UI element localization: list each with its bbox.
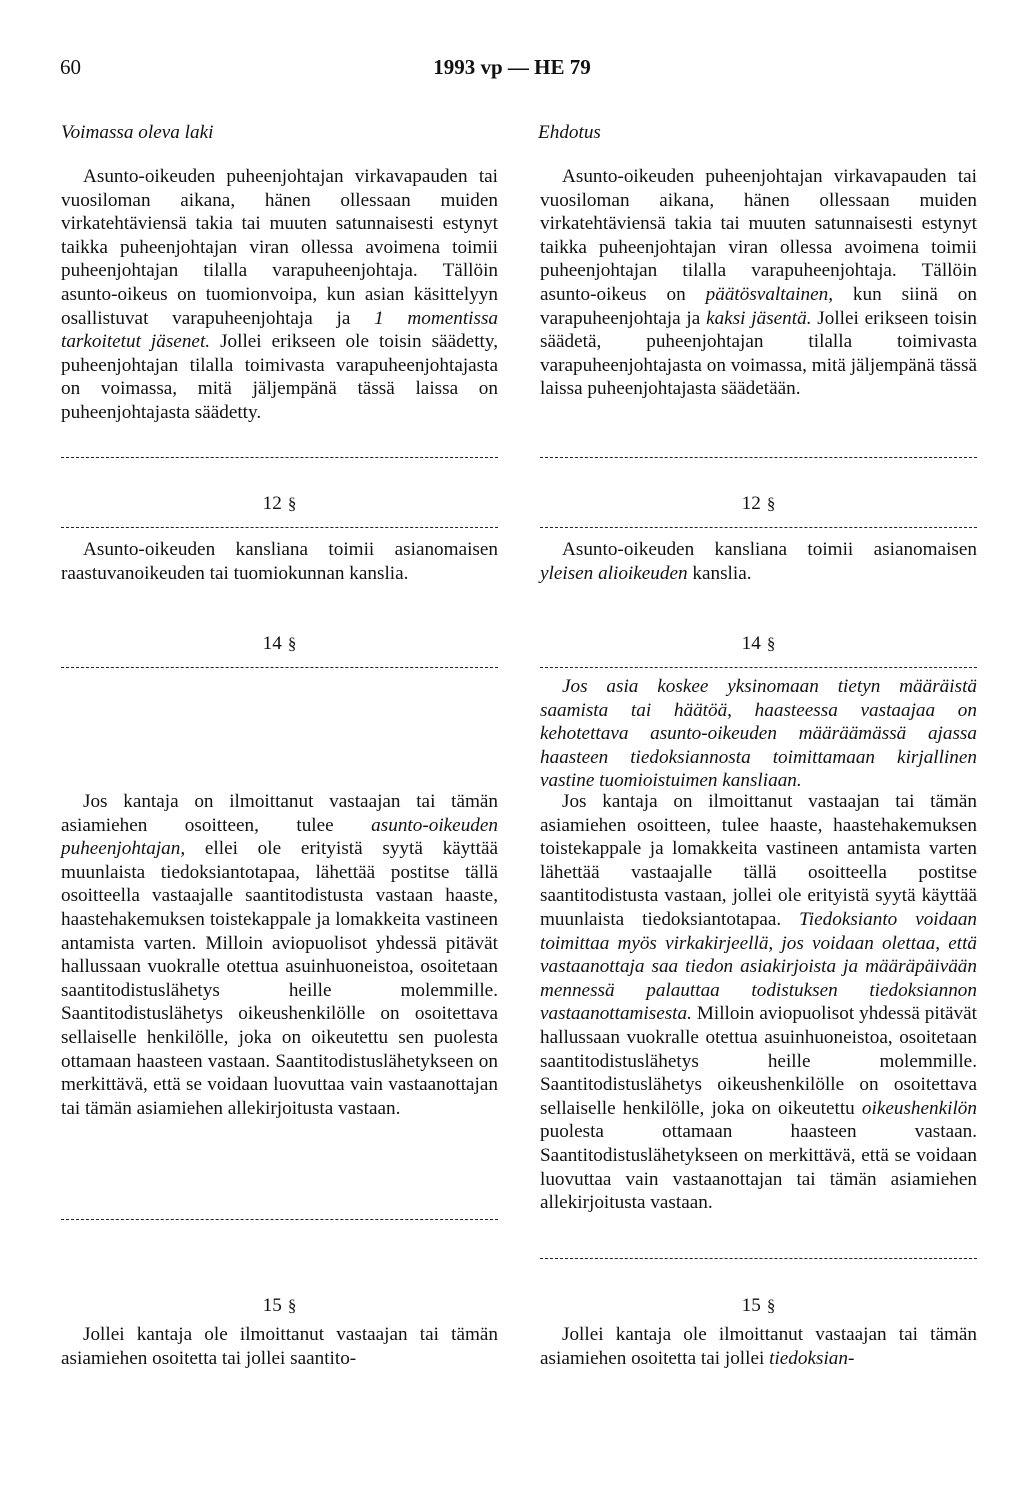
section-sign: § — [766, 634, 776, 653]
text-segment: Jos kantaja on ilmoittanut vastaajan tai tämän asiamiehen osoitteen, tulee — [61, 791, 498, 836]
section-number: 12 — [741, 493, 761, 514]
section-14-heading — [61, 632, 498, 656]
omission-dashes — [540, 457, 977, 458]
omission-dashes — [61, 457, 498, 458]
section-sign: § — [766, 494, 776, 513]
section-sign: § — [287, 494, 297, 513]
paragraph-section-12-current: Asunto-oikeuden kansliana toimii asianomaisen raastuvanoikeuden tai tuomiokunnan kanslia. — [61, 539, 498, 584]
paragraph-section-14-new-italic: Jos asia koskee yksinomaan tietyn määräistä saamista tai häätöä, haasteessa vastaajaa on kehotettava asunto-oikeuden määräämässä ajassa haasteen tiedoksiannosta toimittamaan kirjallinen vastine tuomioistuimen kansliaan. — [540, 676, 977, 792]
text-segment-italic: oikeushenkilön — [861, 1097, 977, 1119]
column-heading-proposal: Ehdotus — [538, 122, 601, 143]
omission-dashes — [61, 1219, 498, 1220]
paragraph-section-14-proposal — [540, 790, 977, 1215]
text-segment-italic: päätösvaltainen, — [705, 283, 833, 305]
text-segment-italic: kaksi jäsentä. — [706, 307, 812, 329]
text-segment: Jos kantaja on ilmoittanut vastaajan tai tämän asiamiehen osoitteen, tulee haaste, haastehakemuksen toistekappale ja lomakkeita vastineen antamista varten lähettää vastaajalle tällä osoitteella postitse saantitodistusta vastaan, jollei ole erityistä syytä käyttää muunlaista tiedoksiantotapaa. — [540, 791, 977, 930]
text-segment: Jollei erikseen ole toisin säädetty, puheenjohtajan tilalla toimivasta varapuheenjohtajasta on voimassa, mitä jäljempänä tässä laissa on puheenjohtajasta säädetty. — [61, 331, 498, 423]
section-sign: § — [766, 1296, 776, 1315]
text-segment: Jollei kantaja ole ilmoittanut vastaajan tai tämän asiamiehen osoitetta tai jollei — [540, 1324, 977, 1369]
column-heading-current-law: Voimassa oleva laki — [61, 122, 214, 143]
section-number: 12 — [262, 493, 282, 514]
section-15-heading — [61, 1294, 498, 1318]
omission-dashes — [540, 1258, 977, 1259]
page-number: 60 — [60, 55, 81, 79]
paragraph-section-15-current: Jollei kantaja ole ilmoittanut vastaajan tai tämän asiamiehen osoitetta tai jollei saantito- — [61, 1324, 498, 1369]
running-header: 1993 vp — HE 79 — [433, 55, 591, 79]
section-number: 15 — [262, 1295, 282, 1316]
section-sign: § — [287, 634, 297, 653]
section-number: 14 — [262, 633, 282, 654]
omission-dashes — [61, 527, 498, 528]
text-segment: kanslia. — [687, 562, 752, 584]
section-12-heading — [540, 492, 977, 516]
text-segment-italic: Tiedoksianto voidaan toimittaa myös virkakirjeellä, jos voidaan olettaa, että vastaanottaja saa tiedon asiakirjoista ja määräpäivään mennessä palauttaa todistuksen tiedoksiannon vastaanottamisesta. — [540, 908, 978, 1025]
paragraph-section-14-current — [61, 790, 498, 1120]
text-segment: puolesta ottamaan haasteen vastaan. Saantitodistuslähetykseen on merkittävä, että se voidaan luovuttaa vain vastaanottajan tai tämän asiamiehen allekirjoitusta vastaan. — [540, 1121, 977, 1214]
text-segment: kun siinä on varapuheenjohtaja ja — [540, 283, 977, 329]
omission-dashes — [61, 667, 498, 668]
paragraph-proposal-intro — [540, 165, 977, 401]
text-segment: Jollei erikseen toisin säädetä, puheenjohtajan tilalla toimivasta varapuheenjohtajasta on voimassa, mitä jäljempänä tässä laissa puheenjohtajasta säädetään. — [540, 307, 977, 400]
text-segment: Asunto-oikeuden puheenjohtajan virkavapauden tai vuosiloman aikana, hänen ollessaan muiden virkatehtäviensä takia tai muuten satunnaisesti estynyt taikka puheenjohtajan viran ollessa avoimena toimii puheenjohtajan tilalla varapuheenjohtaja. Tällöin asunto-oikeus on — [540, 166, 977, 305]
text-segment: Milloin aviopuolisot yhdessä pitävät hallussaan vuokralle otettua asuinhuoneistoa, osoitetaan saantitodistuslähetys heille molemmille. Saantitodistuslähetys oikeushenkilölle on osoitettava sellaiselle henkilölle, joka on oikeutettu — [540, 1003, 977, 1119]
text-segment-italic: asunto-oikeuden puheenjohtajan, — [61, 814, 498, 860]
text-segment-italic: yleisen alioikeuden — [540, 562, 688, 584]
text-segment: Asunto-oikeuden puheenjohtajan virkavapauden tai vuosiloman aikana, hänen ollessaan muiden virkatehtäviensä takia tai muuten satunnaisesti estynyt taikka puheenjohtajan viran ollessa avoimena toimii puheenjohtajan tilalla varapuheenjohtaja. Tällöin asunto-oikeus on tuomionvoipa, kun asian käsittelyyn osallistuvat varapuheenjohtaja ja — [61, 166, 498, 329]
section-number: 14 — [741, 633, 761, 654]
section-14-heading — [540, 632, 977, 656]
text-segment: ellei ole erityistä syytä käyttää muunlaista tiedoksiantotapaa, lähettää postitse tällä osoitteella vastaajalle saantitodistusta vastaan haaste, haastehakemuksen toistekappale ja lomakkeita vastineen antamista varten. Milloin aviopuolisot yhdessä pitävät hallussaan vuokralle otettua asuinhuoneistoa, osoitetaan saantitodistuslähetys heille molemmille. Saantitodistuslähetys oikeushenkilölle on osoitettava sellaiselle henkilölle, joka on oikeutettu sen puolesta ottamaan haasteen vastaan. Saantitodistuslähetykseen on merkittävä, että se voidaan luovuttaa vain vastaanottajan tai tämän asiamiehen allekirjoitusta vastaan. — [61, 838, 498, 1119]
section-12-heading — [61, 492, 498, 516]
section-sign: § — [287, 1296, 297, 1315]
section-number: 15 — [741, 1295, 761, 1316]
paragraph-section-15-proposal — [540, 1323, 977, 1370]
paragraph-current-law-intro — [61, 165, 498, 425]
omission-dashes — [540, 527, 977, 528]
paragraph-section-12-proposal — [540, 538, 977, 585]
section-15-heading — [540, 1294, 977, 1318]
text-segment-italic: tiedoksian- — [769, 1347, 855, 1369]
text-segment: Asunto-oikeuden kansliana toimii asianomaisen — [562, 539, 977, 560]
omission-dashes — [540, 667, 977, 668]
text-segment-italic: 1 momentissa tarkoitetut jäsenet. — [61, 307, 499, 353]
